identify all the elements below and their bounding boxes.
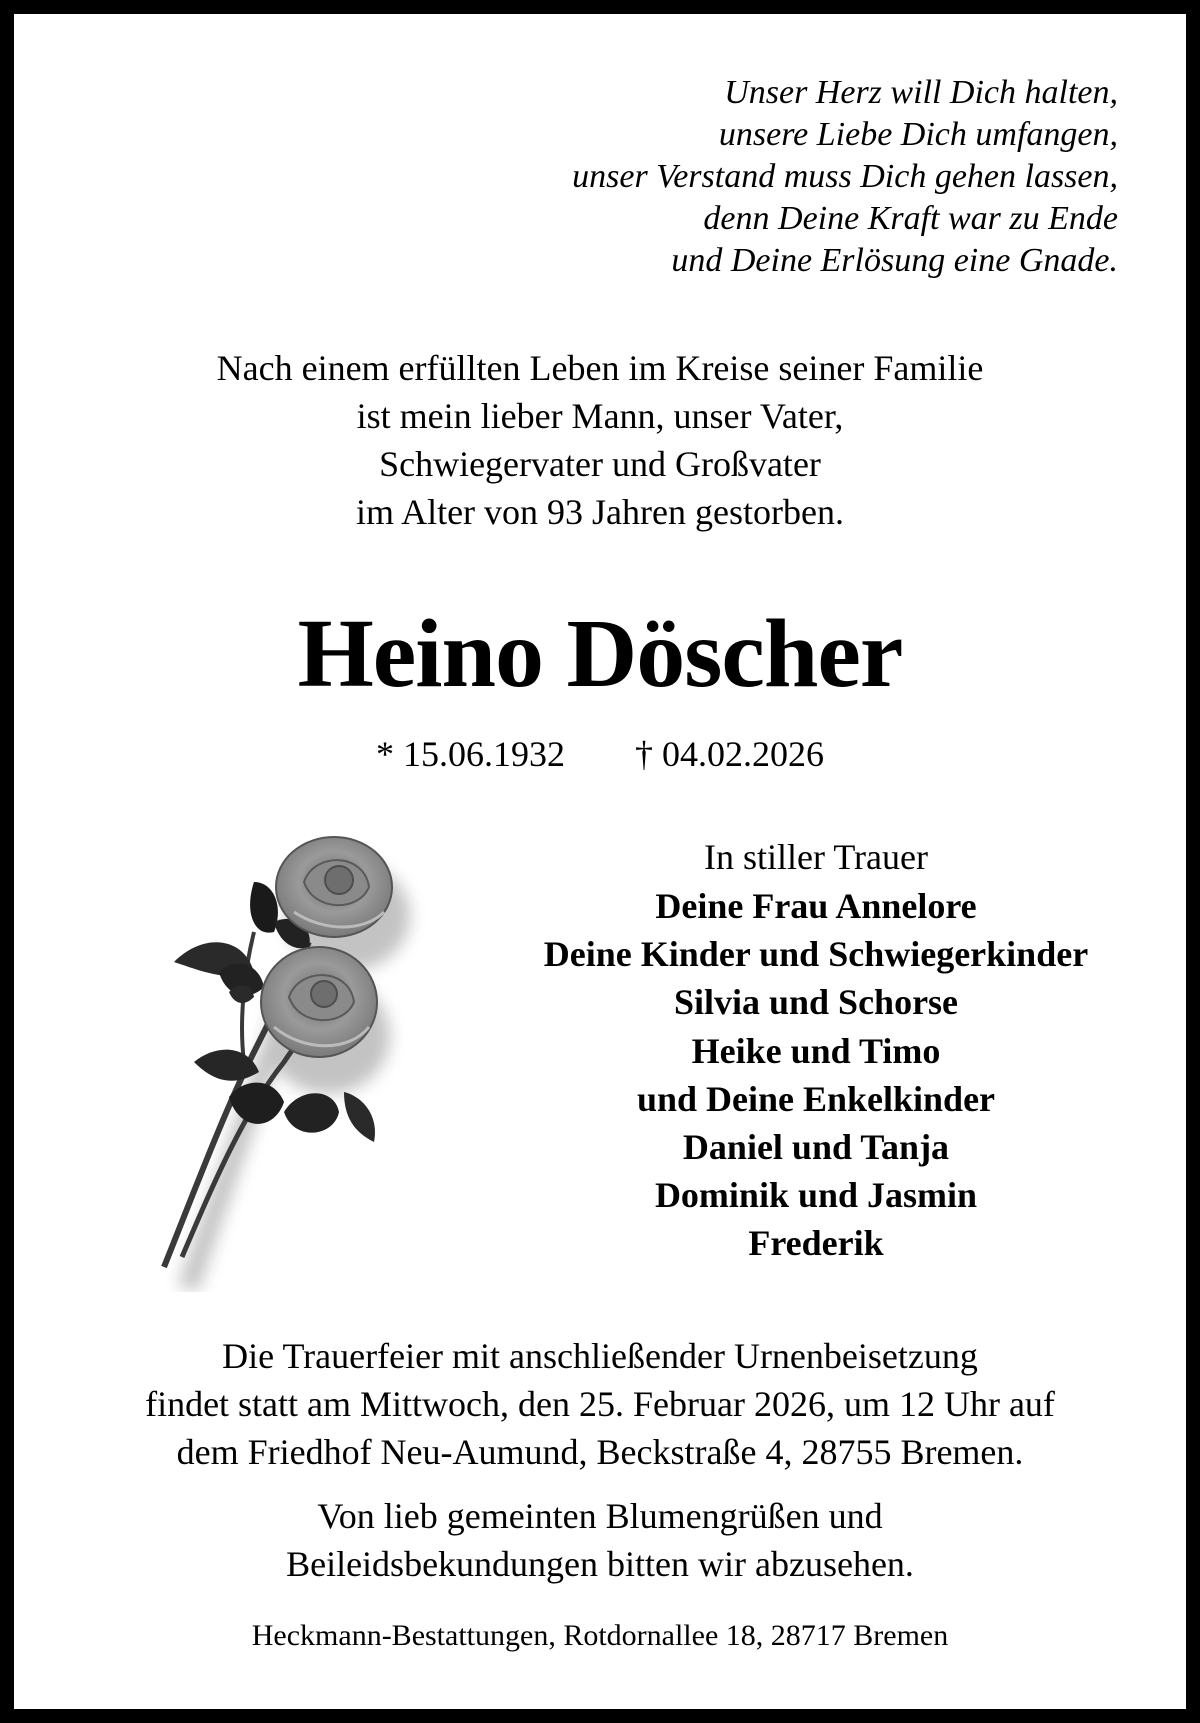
mourners-list [476,882,1156,1268]
flowers-line: Von lieb gemeinten Blumengrüßen und [317,1496,883,1536]
death-date: † 04.02.2026 [635,734,824,774]
intro-text [14,344,1186,536]
birth-date: * 15.06.1932 [376,734,565,774]
poem-line: denn Deine Kraft war zu Ende [703,200,1118,237]
mourner-line: Daniel und Tanja [682,1127,950,1168]
mourner-line: Silvia und Schorse [673,982,959,1023]
intro-line: Schwiegervater und Großvater [379,444,821,484]
ceremony-info [14,1332,1186,1476]
roses-illustration-icon [134,812,454,1292]
mourner-line: Dominik und Jasmin [654,1175,978,1216]
mourners-lead: In stiller Trauer [704,837,928,877]
poem [572,72,1118,282]
mourner-line: Deine Kinder und Schwiegerkinder [543,934,1089,975]
ceremony-line: dem Friedhof Neu-Aumund, Beckstraße 4, 28755 Bremen. [176,1432,1024,1472]
poem-line: Unser Herz will Dich halten, [724,74,1118,111]
mourners-block [476,832,1156,1268]
ceremony-line: findet statt am Mittwoch, den 25. Februar 2026, um 12 Uhr auf [145,1384,1055,1424]
poem-line: unser Verstand muss Dich gehen lassen, [572,158,1118,195]
intro-line: Nach einem erfüllten Leben im Kreise seiner Familie [216,348,984,388]
flowers-note [14,1492,1186,1588]
mourner-line: Frederik [748,1223,884,1264]
intro-line: ist mein lieber Mann, unser Vater, [356,396,844,436]
mourner-line: und Deine Enkelkinder [636,1078,996,1119]
deceased-name: Heino Döscher [297,600,903,708]
intro-line: im Alter von 93 Jahren gestorben. [356,492,844,532]
life-dates [14,732,1186,776]
poem-line: und Deine Erlösung eine Gnade. [671,242,1118,279]
flowers-line: Beileidsbekundungen bitten wir abzusehen. [286,1544,914,1584]
mourner-line: Deine Frau Annelore [655,886,977,926]
ceremony-line: Die Trauerfeier mit anschließender Urnenbeisetzung [222,1336,978,1376]
obituary-card [14,14,1186,1709]
mourner-line: Heike und Timo [691,1030,941,1071]
poem-line: unsere Liebe Dich umfangen, [718,116,1118,153]
undertaker-info: Heckmann-Bestattungen, Rotdornallee 18, 28717 Bremen [251,1619,949,1652]
